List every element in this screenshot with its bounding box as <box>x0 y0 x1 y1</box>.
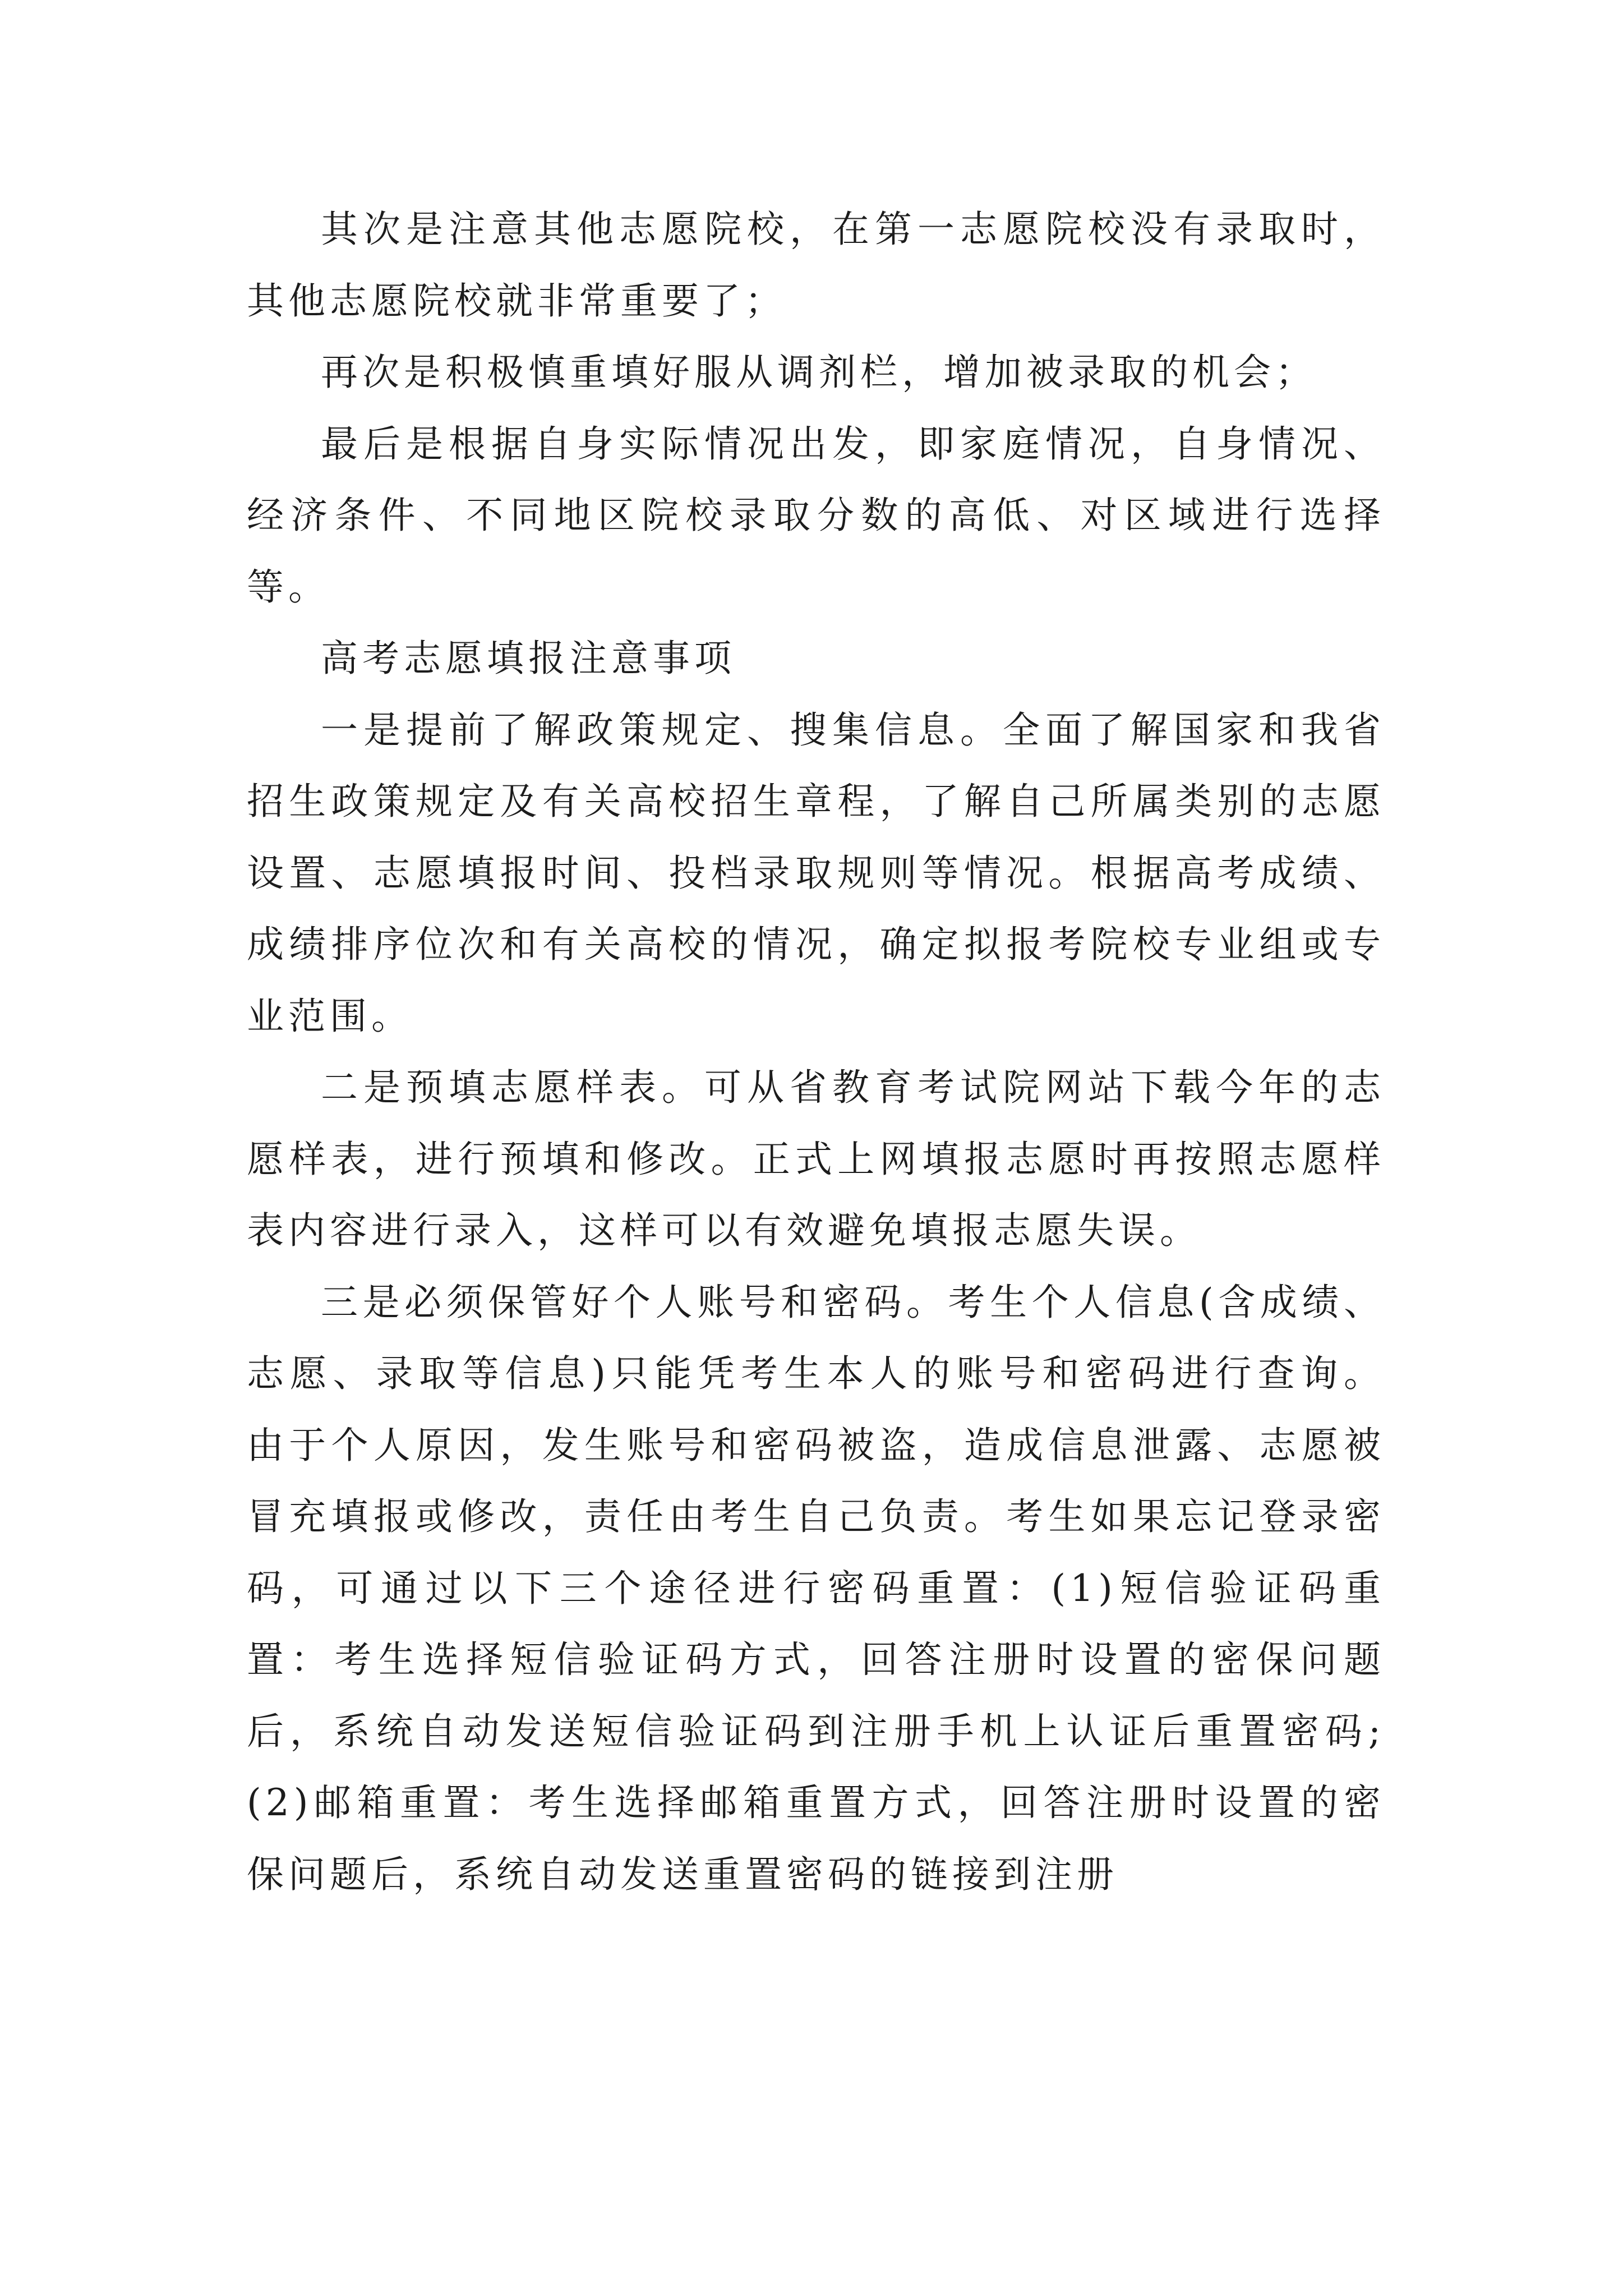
document-body <box>247 194 1385 1910</box>
paragraph-adjustment: 再次是积极慎重填好服从调剂栏，增加被录取的机会； <box>321 351 1317 394</box>
paragraph-sample-form: 二是预填志愿样表。可从省教育考试院网站下载今年的志愿样表，进行预填和修改。正式上网填报志愿时再按照志愿样表内容进行录入，这样可以有效避免填报志愿失误。 <box>247 1066 1385 1252</box>
paragraph-other-choices: 其次是注意其他志愿院校，在第一志愿院校没有录取时，其他志愿院校就非常重要了； <box>247 208 1385 323</box>
section-heading: 高考志愿填报注意事项 <box>321 637 736 680</box>
paragraph-account-password: 三是必须保管好个人账号和密码。考生个人信息(含成绩、志愿、录取等信息)只能凭考生本人的账号和密码进行查询。由于个人原因，发生账号和密码被盗，造成信息泄露、志愿被冒充填报或修改，责任由考生自己负责。考生如果忘记登录密码，可通过以下三个途径进行密码重置：(1)短信验证码重置：考生选择短信验证码方式，回答注册时设置的密保问题后，系统自动发送短信验证码到注册手机上认证后重置密码;(2)邮箱重置：考生选择邮箱重置方式，回答注册时设置的密保问题后，系统自动发送重置密码的链接到注册 <box>247 1280 1385 1896</box>
paragraph-personal-situation: 最后是根据自身实际情况出发，即家庭情况，自身情况、经济条件、不同地区院校录取分数的高低、对区域进行选择等。 <box>247 422 1385 609</box>
paragraph-policy: 一是提前了解政策规定、搜集信息。全面了解国家和我省招生政策规定及有关高校招生章程，了解自己所属类别的志愿设置、志愿填报时间、投档录取规则等情况。根据高考成绩、成绩排序位次和有关高校的情况，确定拟报考院校专业组或专业范围。 <box>247 708 1385 1038</box>
